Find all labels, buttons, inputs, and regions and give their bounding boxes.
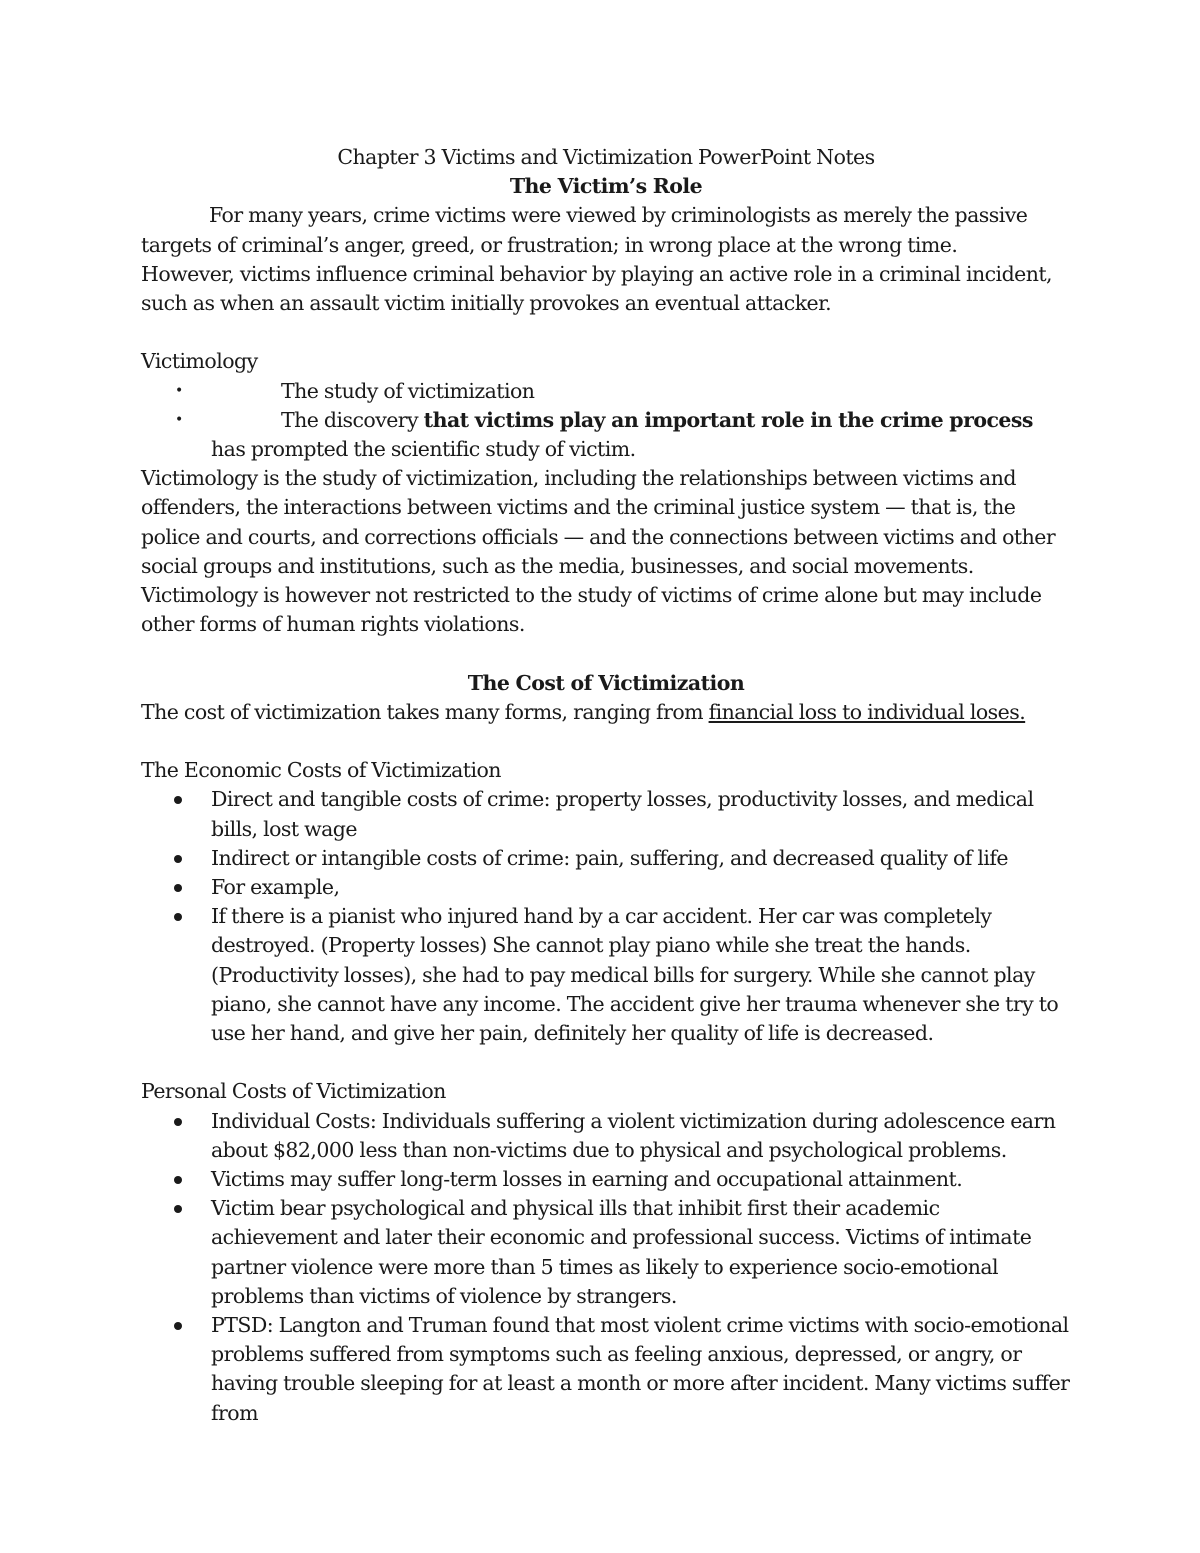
- list-item: [141, 1165, 1071, 1194]
- paragraph-cost-text: The cost of victimization takes many forms, ranging from: [141, 699, 709, 724]
- economic-costs-list: [141, 785, 1071, 1048]
- list-item-text: For example,: [211, 875, 340, 900]
- paragraph-victims-influence: However, victims influence criminal behavior by playing an active role in a criminal incident, such as when an assault victim initially provokes an eventual attacker.: [141, 261, 1053, 316]
- personal-costs-label: Personal Costs of Victimization: [141, 1079, 446, 1104]
- paragraph-victimology-definition: Victimology is the study of victimization, including the relationships between victims and offenders, the interactions between victims and the criminal justice system — that is, the police and courts, and corrections officials — and the connections between victims and other social groups and institutions, such as the media, businesses, and social movements. Victimology is however not restricted to the study of victims of crime alone but may include other forms of human rights violations.: [141, 466, 1056, 637]
- bullet-icon: •: [175, 411, 183, 428]
- list-item-text-bold: that victims play an important role in the crime process: [423, 407, 1033, 432]
- list-item-text: Individual Costs: Individuals suffering a violent victimization during adolescence earn about $82,000 less than non-victims due to physical and psychological problems.: [211, 1108, 1056, 1162]
- list-item-text-pre: The discovery: [281, 407, 424, 432]
- list-item-text: Indirect or intangible costs of crime: pain, suffering, and decreased quality of life: [211, 845, 1008, 870]
- bullet-icon: [174, 1118, 182, 1126]
- section-heading-victims-role: The Victim’s Role: [509, 174, 703, 199]
- document-body: [141, 143, 1071, 1428]
- paragraph-victims-role: [141, 201, 1071, 259]
- list-item-text: Victim bear psychological and physical ills that inhibit first their academic achievement and later their economic and professional success. Victims of intimate partner violence were more than 5 times as likely to experience socio-emotional problems than victims of violence by strangers.: [211, 1196, 1032, 1308]
- personal-costs-list: [141, 1107, 1071, 1428]
- list-item-text: PTSD: Langton and Truman found that most violent crime victims with socio-emotional problems suffered from symptoms such as feeling anxious, depressed, or angry, or having trouble sleeping for at least a month or more after incident. Many victims suffer from: [211, 1313, 1070, 1425]
- economic-costs-label: The Economic Costs of Victimization: [141, 758, 501, 783]
- list-item-text: The study of victimization: [281, 378, 535, 403]
- bullet-icon: •: [175, 382, 183, 399]
- spacer: [141, 318, 1071, 347]
- paragraph-cost-underlined: financial loss to individual loses.: [708, 699, 1026, 724]
- spacer: [141, 1048, 1071, 1077]
- bullet-icon: [174, 1322, 182, 1330]
- spacer: [141, 727, 1071, 756]
- spacer: [141, 639, 1071, 668]
- list-item: [141, 1311, 1071, 1428]
- list-item-text: Victims may suffer long-term losses in earning and occupational attainment.: [211, 1167, 963, 1192]
- list-item: [141, 902, 1071, 1048]
- section-heading-cost: The Cost of Victimization: [467, 670, 745, 695]
- paragraph-cost: [141, 698, 1071, 727]
- list-item: [141, 785, 1071, 843]
- victimology-label: Victimology: [141, 349, 258, 374]
- list-item: [141, 377, 1071, 406]
- list-item-text-post: has prompted the scientific study of victim.: [211, 437, 636, 462]
- bullet-icon: [174, 884, 182, 892]
- bullet-icon: [174, 855, 182, 863]
- document-title: Chapter 3 Victims and Victimization PowerPoint Notes: [337, 145, 875, 169]
- paragraph-victims-role-text: For many years, crime victims were viewed by criminologists as merely the passive targets of criminal’s anger, greed, or frustration; in wrong place at the wrong time.: [141, 203, 1028, 257]
- bullet-icon: [174, 913, 182, 921]
- victimology-bullet-list: [141, 377, 1071, 465]
- list-item: [141, 1107, 1071, 1165]
- list-item-text: If there is a pianist who injured hand by a car accident. Her car was completely destroyed. (Property losses) She cannot play piano while she treat the hands. (Productivity losses), she had to pay medical bills for surgery. While she cannot play piano, she cannot have any income. The accident give her trauma whenever she try to use her hand, and give her pain, definitely her quality of life is decreased.: [211, 904, 1059, 1046]
- list-item: [141, 406, 1071, 464]
- bullet-icon: [174, 1205, 182, 1213]
- list-item-text: Direct and tangible costs of crime: property losses, productivity losses, and medical bills, lost wage: [211, 787, 1034, 841]
- list-item: [141, 873, 1071, 902]
- list-item: [141, 844, 1071, 873]
- list-item: [141, 1194, 1071, 1311]
- bullet-icon: [174, 796, 182, 804]
- bullet-icon: [174, 1176, 182, 1184]
